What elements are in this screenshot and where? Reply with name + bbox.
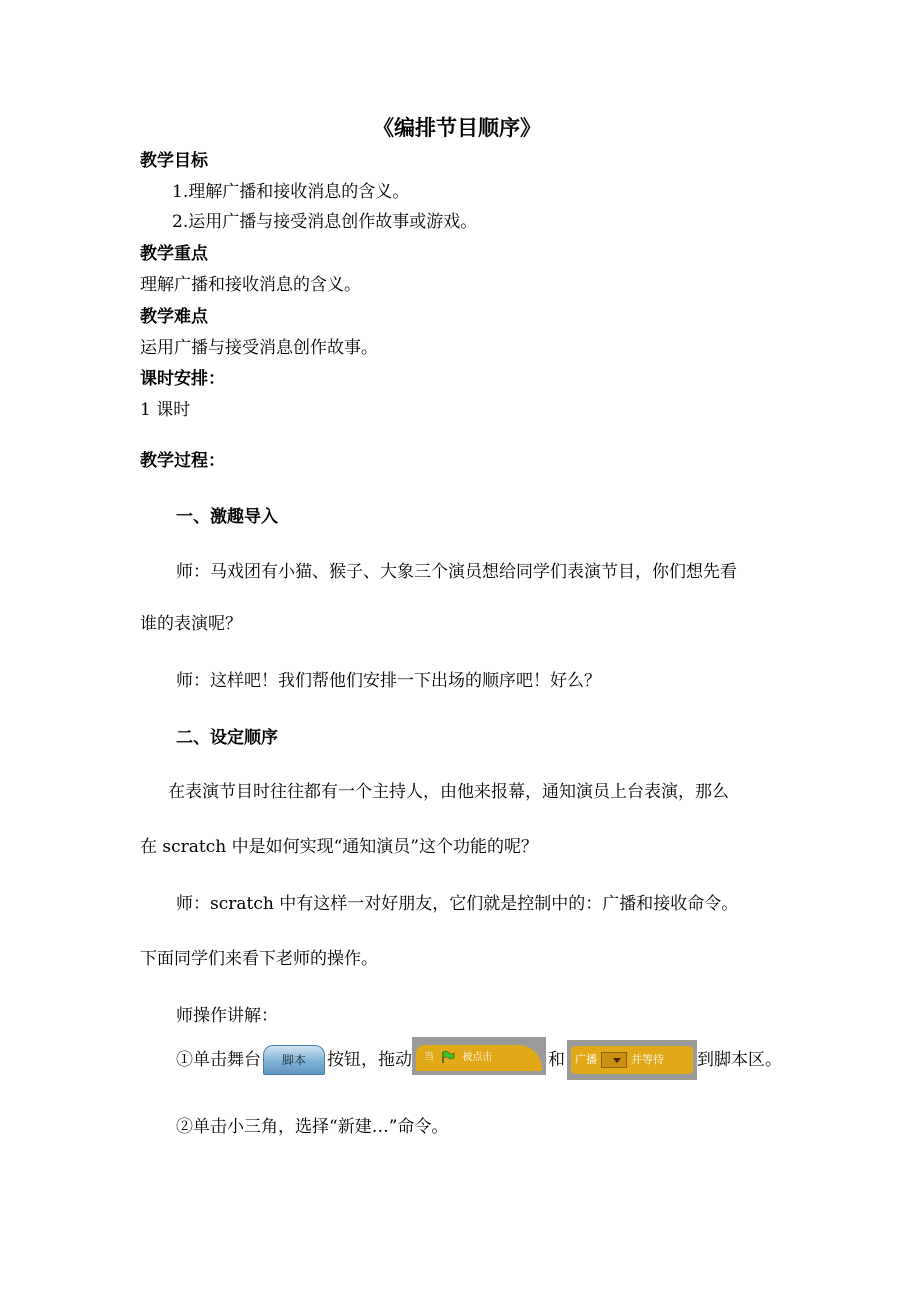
paragraph-5: 师操作讲解： [176, 1006, 278, 1026]
schedule-text: 1 课时 [140, 400, 191, 420]
section-1-heading: 一、激趣导入 [176, 507, 278, 527]
paragraph-3-line-1: 在表演节目时往往都有一个主持人，由他来报幕，通知演员上台表演，那么 [168, 782, 729, 802]
difficulty-heading: 教学难点 [140, 307, 208, 327]
step-1-text-d: 到脚本区。 [697, 1050, 782, 1070]
paragraph-4-line-1: 师：scratch 中有这样一对好朋友，它们就是控制中的：广播和接收命令。 [176, 894, 739, 914]
when-flag-clicked-block-image [412, 1037, 546, 1075]
paragraph-1-line-2: 谁的表演呢？ [140, 614, 242, 634]
keypoint-text: 理解广播和接收消息的含义。 [140, 275, 361, 295]
objective-item-2: 2.运用广播与接受消息创作故事或游戏。 [172, 212, 478, 232]
paragraph-4-line-2: 下面同学们来看下老师的操作。 [140, 949, 378, 969]
section-2-heading: 二、设定顺序 [176, 728, 278, 748]
schedule-heading: 课时安排： [140, 369, 225, 389]
broadcast-wait-label: 并等待 [631, 1053, 664, 1066]
difficulty-text: 运用广播与接受消息创作故事。 [140, 338, 378, 358]
objective-item-1: 1.理解广播和接收消息的含义。 [172, 182, 410, 202]
step-1-text-c: 和 [548, 1050, 565, 1070]
paragraph-2: 师：这样吧！我们帮他们安排一下出场的顺序吧！好么？ [176, 671, 601, 691]
step-1 [176, 1038, 782, 1082]
broadcast-dropdown-icon [601, 1052, 627, 1068]
keypoint-heading: 教学重点 [140, 244, 208, 264]
broadcast-and-wait-block-image [567, 1040, 697, 1080]
hat-clicked-label: 被点击 [462, 1052, 493, 1063]
script-tab-label: 脚本 [281, 1053, 306, 1067]
broadcast-label: 广播 [575, 1053, 597, 1066]
paragraph-1-line-1: 师：马戏团有小猫、猴子、大象三个演员想给同学们表演节目，你们想先看 [176, 562, 737, 582]
step-2: ②单击小三角，选择“新建…”命令。 [176, 1117, 449, 1137]
doc-title: 《编排节目顺序》 [373, 116, 541, 140]
step-1-text-b: 按钮，拖动 [327, 1050, 412, 1070]
step-1-text-a: ①单击舞台 [176, 1050, 261, 1070]
paragraph-3-line-2: 在 scratch 中是如何实现“通知演员”这个功能的呢？ [140, 837, 538, 857]
hat-when-label: 当 [424, 1052, 434, 1063]
green-flag-icon [441, 1051, 455, 1063]
process-heading: 教学过程： [140, 451, 225, 471]
script-tab-image [263, 1045, 325, 1075]
objectives-heading: 教学目标 [140, 151, 208, 171]
